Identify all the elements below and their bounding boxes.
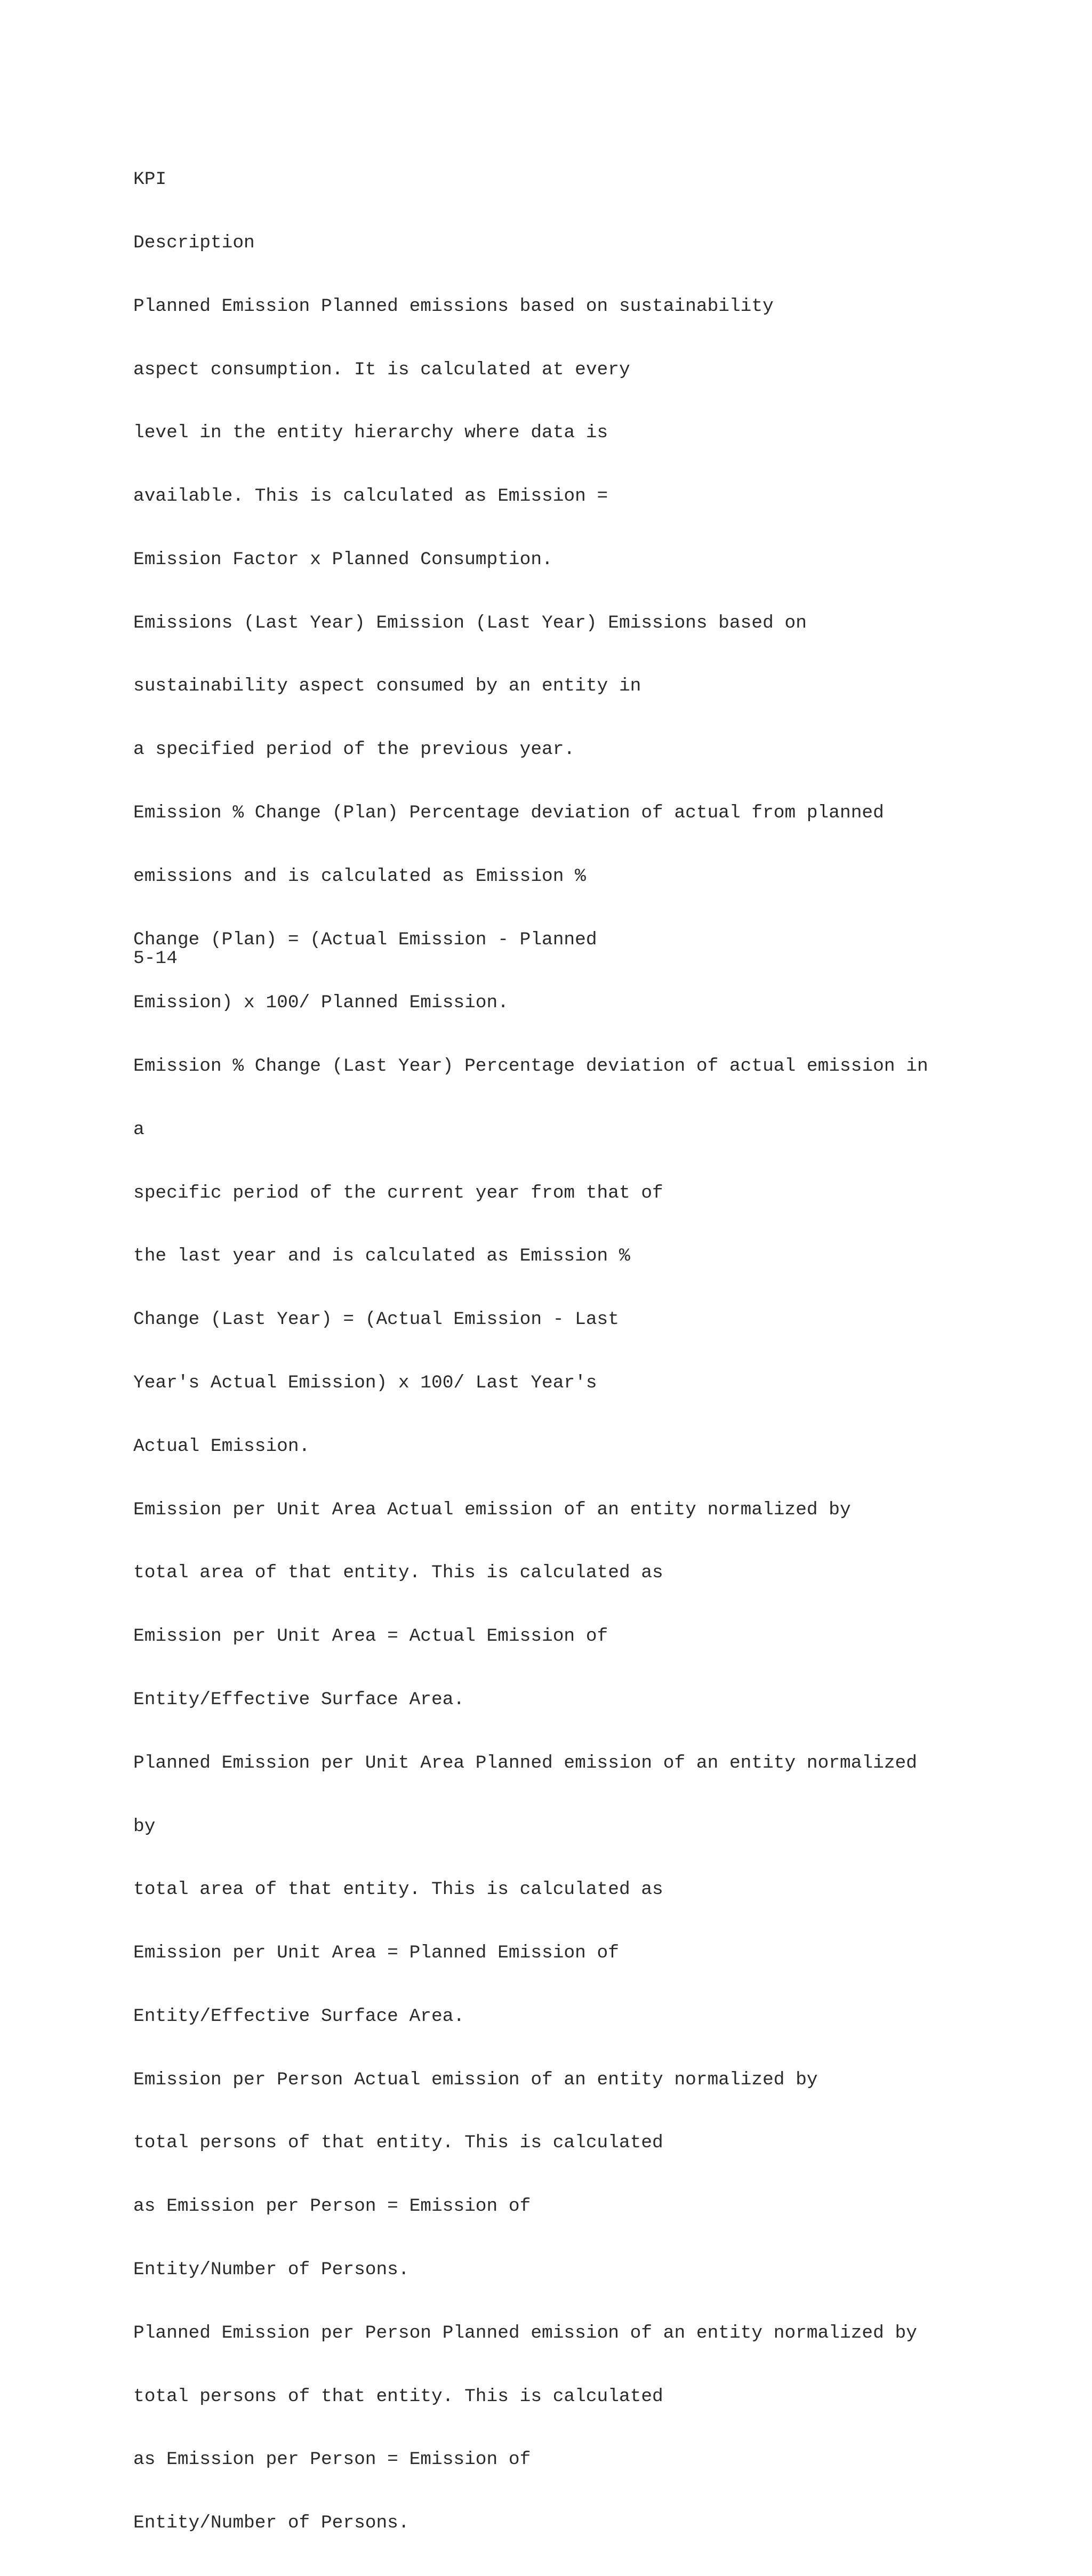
text-line: total area of that entity. This is calculated as (133, 1562, 663, 1584)
text-line: Entity/Effective Surface Area. (133, 2005, 465, 2027)
text-line: level in the entity hierarchy where data is (133, 422, 608, 444)
text-line: Emission per Unit Area = Actual Emission of (133, 1626, 608, 1647)
text-line: Emission per Unit Area Actual emission of an entity normalized by (133, 1499, 851, 1520)
text-line: aspect consumption. It is calculated at every (133, 359, 630, 380)
text-line: Entity/Number of Persons. (133, 2513, 410, 2534)
text-line: Planned Emission per Unit Area Planned emission of an entity normalized (133, 1752, 917, 1773)
text-line: by (133, 1816, 156, 1837)
text-line: Change (Last Year) = (Actual Emission - Last (133, 1309, 619, 1330)
text-line: Actual Emission. (133, 1435, 310, 1457)
text-line: Planned Emission Planned emissions based on sustainability (133, 295, 774, 317)
text-line: total persons of that entity. This is calculated (133, 2386, 663, 2407)
text-line: Emission % Change (Plan) Percentage deviation of actual from planned (133, 803, 884, 823)
text-line: Emission Factor x Planned Consumption. (133, 549, 553, 570)
text-line: Emission % Change (Last Year) Percentage deviation of actual emission in (133, 1056, 928, 1077)
text-line: a (133, 1119, 144, 1140)
text-line: Emission) x 100/ Planned Emission. (133, 992, 509, 1014)
text-line: Description (133, 232, 255, 253)
text-line: KPI (133, 169, 167, 190)
text-line: Planned Emission per Person Planned emission of an entity normalized by (133, 2322, 917, 2344)
text-line: a specified period of the previous year. (133, 739, 575, 760)
text-line: available. This is calculated as Emission = (133, 486, 608, 507)
text-line: Entity/Effective Surface Area. (133, 1689, 465, 1710)
kpi-description-text (133, 127, 928, 2576)
page-number: 5-14 (133, 948, 178, 969)
text-line: sustainability aspect consumed by an entity in (133, 676, 641, 697)
text-line: Emission per Person Actual emission of an entity normalized by (133, 2069, 818, 2090)
text-line: Emissions (Last Year) Emission (Last Year) Emissions based on (133, 612, 807, 633)
text-line: total area of that entity. This is calculated as (133, 1879, 663, 1900)
text-line: Entity/Number of Persons. (133, 2259, 410, 2280)
text-line: Year's Actual Emission) x 100/ Last Year's (133, 1373, 597, 1394)
text-line: total persons of that entity. This is calculated (133, 2132, 663, 2154)
text-line: Emission per Unit Area = Planned Emission of (133, 1943, 619, 1964)
text-line: emissions and is calculated as Emission % (133, 865, 586, 887)
text-line: Change (Plan) = (Actual Emission - Planned (133, 929, 597, 950)
text-line: the last year and is calculated as Emission % (133, 1246, 630, 1267)
text-line: specific period of the current year from that of (133, 1182, 663, 1203)
text-line: as Emission per Person = Emission of (133, 2196, 531, 2217)
text-line: as Emission per Person = Emission of (133, 2449, 531, 2470)
